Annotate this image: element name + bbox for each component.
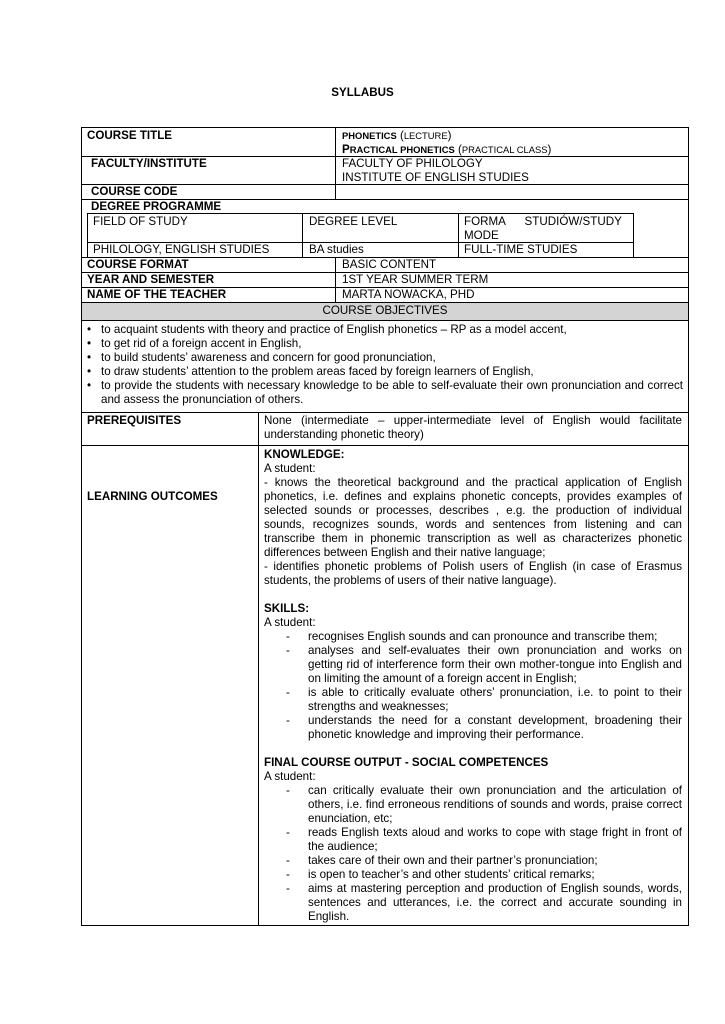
learning-outcomes-content xyxy=(264,448,682,924)
field-of-study-value: PHILOLOGY, ENGLISH STUDIES xyxy=(93,243,270,256)
social-competences-item: - reads English texts aloud and works to cope with stage fright in front of the audience; xyxy=(264,826,682,854)
page-title: SYLLABUS xyxy=(331,86,394,99)
prerequisites-label: PREREQUISITES xyxy=(87,414,182,427)
social-competences-heading: FINAL COURSE OUTPUT - SOCIAL COMPETENCES xyxy=(264,756,549,769)
skills-item: - recognises English sounds and can pronounce and transcribe them; xyxy=(264,630,682,644)
degree-level-header: DEGREE LEVEL xyxy=(309,215,398,228)
study-mode-header-line-2: MODE xyxy=(464,229,499,242)
teacher-value: MARTA NOWACKA, PHD xyxy=(342,288,475,301)
knowledge-paragraph-2: - identifies phonetic problems of Polish users of English (in case of Erasmus students, the problems of users of their native language). xyxy=(264,560,682,587)
objectives-list xyxy=(84,323,683,407)
course-title-value xyxy=(342,129,551,157)
skills-heading: SKILLS: xyxy=(264,602,310,615)
faculty-line-1: FACULTY OF PHILOLOGY xyxy=(342,157,483,170)
skills-item: - understands the need for a constant development, broadening their phonetic knowledge and improving their performance. xyxy=(264,714,682,742)
social-competences-item: - aims at mastering perception and production of English sounds, words, sentences and utterances, i.e. the correct and accurate sounding in English. xyxy=(264,882,682,924)
faculty-value xyxy=(342,157,529,185)
objective-item: • to acquaint students with theory and practice of English phonetics – RP as a model accent, xyxy=(84,323,683,337)
course-code-label: COURSE CODE xyxy=(91,185,178,198)
prerequisites-value: None (intermediate – upper-intermediate level of English would facilitate understanding phonetic theory) xyxy=(264,414,682,441)
objective-item: • to provide the students with necessary knowledge to be able to self-evaluate their own pronunciation and correct and assess the pronunciation of others. xyxy=(84,379,683,407)
course-format-label: COURSE FORMAT xyxy=(87,258,189,271)
social-competences-intro: A student: xyxy=(264,770,316,783)
knowledge-paragraph-1: - knows the theoretical background and the practical application of English phonetics, i.e. defines and explains phonetic concepts, provides examples of selected sounds or processes, describes , e.g. the production of individual sounds, recognizes sounds, words and sentences from listening and can transcribe them in phonemic transcription as well as characterizes phonetic differences between English and their native language; xyxy=(264,476,682,559)
learning-outcomes-label: LEARNING OUTCOMES xyxy=(87,490,218,503)
objective-item: • to get rid of a foreign accent in English, xyxy=(84,337,683,351)
course-title-line-2: PRACTICAL PHONETICS (PRACTICAL CLASS) xyxy=(342,143,552,156)
course-format-value: BASIC CONTENT xyxy=(342,258,437,271)
year-semester-label: YEAR AND SEMESTER xyxy=(87,273,215,286)
degree-programme-label: DEGREE PROGRAMME xyxy=(91,200,222,213)
skills-item: - is able to critically evaluate others’ pronunciation, i.e. to point to their strengths and weaknesses; xyxy=(264,686,682,714)
course-title-line-1: PHONETICS (LECTURE) xyxy=(342,129,452,142)
study-mode-value: FULL-TIME STUDIES xyxy=(464,243,578,256)
teacher-label: NAME OF THE TEACHER xyxy=(87,288,227,301)
course-title-label: COURSE TITLE xyxy=(87,129,173,142)
objectives-header: COURSE OBJECTIVES xyxy=(322,304,448,317)
faculty-label: FACULTY/INSTITUTE xyxy=(91,157,207,170)
year-semester-value: 1ST YEAR SUMMER TERM xyxy=(342,273,489,286)
skills-list xyxy=(264,630,682,742)
degree-level-value: BA studies xyxy=(309,243,364,256)
social-competences-list xyxy=(264,784,682,924)
field-of-study-header: FIELD OF STUDY xyxy=(93,215,188,228)
knowledge-heading: KNOWLEDGE: xyxy=(264,448,345,461)
skills-intro: A student: xyxy=(264,616,316,629)
social-competences-item: - takes care of their own and their partner’s pronunciation; xyxy=(264,854,682,868)
study-mode-header-line-1: FORMA STUDIÓW/STUDY xyxy=(464,215,622,228)
objective-item: • to draw students’ attention to the problem areas faced by foreign learners of English, xyxy=(84,365,683,379)
social-competences-item: - can critically evaluate their own pronunciation and the articulation of others, i.e. find erroneous renditions of sounds and words, praise correct enunciation, etc; xyxy=(264,784,682,826)
social-competences-item: - is open to teacher’s and other students’ critical remarks; xyxy=(264,868,682,882)
objective-item: • to build students’ awareness and concern for good pronunciation, xyxy=(84,351,683,365)
study-mode-header xyxy=(464,215,622,243)
knowledge-intro: A student: xyxy=(264,462,316,475)
faculty-line-2: INSTITUTE OF ENGLISH STUDIES xyxy=(342,171,529,184)
skills-item: - analyses and self-evaluates their own pronunciation and works on getting rid of interference form their own mother-tongue into English and on limiting the amount of a foreign accent in English; xyxy=(264,644,682,686)
